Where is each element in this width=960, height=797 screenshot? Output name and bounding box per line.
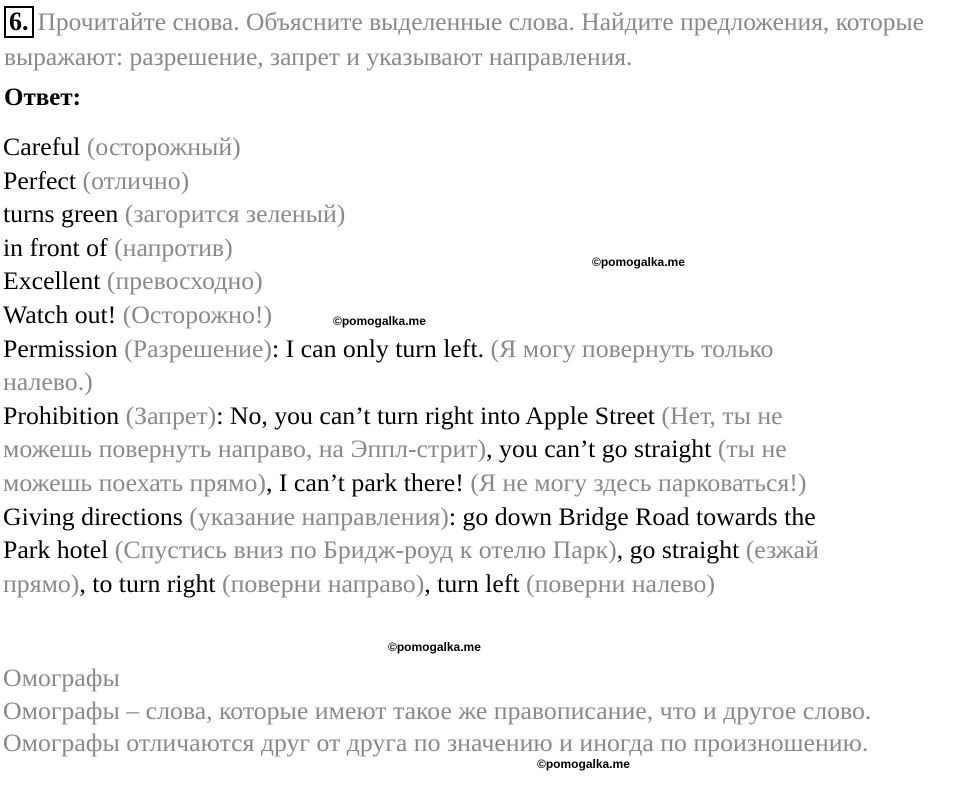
english-text: Careful bbox=[3, 132, 87, 161]
russian-translation: (Разрешение) bbox=[124, 333, 273, 363]
russian-translation: (ты не bbox=[717, 434, 787, 464]
answer-line bbox=[3, 231, 958, 265]
russian-translation: (загорится зеленый) bbox=[124, 199, 346, 229]
answer-line bbox=[3, 332, 958, 366]
answer-line bbox=[3, 264, 958, 298]
english-text: : I can only turn left. bbox=[272, 333, 491, 363]
answer-line bbox=[3, 197, 958, 231]
russian-translation: (осторожный) bbox=[86, 132, 241, 161]
russian-translation: (указание направления) bbox=[189, 501, 449, 531]
russian-translation: прямо) bbox=[3, 568, 80, 598]
russian-translation: (поверни направо) bbox=[221, 568, 425, 598]
english-text: , you can’t go straight bbox=[486, 434, 718, 464]
answer-line bbox=[3, 533, 958, 567]
answer-line bbox=[3, 164, 958, 198]
english-text: Giving directions bbox=[3, 501, 190, 531]
english-text: , I can’t park there! bbox=[265, 467, 471, 497]
english-text: Permission bbox=[3, 333, 125, 363]
english-text: , to turn right bbox=[79, 568, 222, 598]
english-text: Watch out! bbox=[3, 299, 123, 329]
answer-line bbox=[3, 432, 958, 466]
answer-line bbox=[3, 500, 958, 534]
answer-line bbox=[3, 130, 958, 164]
russian-translation: (Осторожно!) bbox=[122, 299, 273, 329]
english-text: , turn left bbox=[424, 568, 527, 598]
english-text: Prohibition bbox=[3, 400, 126, 430]
english-text: in front of bbox=[3, 232, 115, 262]
english-text: turns green bbox=[3, 199, 125, 229]
russian-translation: (Я могу повернуть только bbox=[490, 333, 774, 363]
english-text: : No, you can’t turn right into Apple Street bbox=[216, 400, 662, 430]
russian-translation: можешь повернуть направо, на Эппл-стрит) bbox=[3, 434, 487, 464]
russian-translation: (отлично) bbox=[82, 165, 190, 195]
watermark: ©pomogalka.me bbox=[592, 255, 685, 269]
answer-label: Ответ: bbox=[4, 84, 81, 111]
answer-content bbox=[3, 130, 958, 600]
answer-line bbox=[3, 298, 958, 332]
task-number: 6. bbox=[4, 6, 34, 38]
answer-line bbox=[3, 399, 958, 433]
watermark: ©pomogalka.me bbox=[537, 757, 630, 771]
russian-translation: можешь поехать прямо) bbox=[3, 467, 266, 497]
english-text: Park hotel bbox=[3, 535, 115, 565]
russian-translation: (Спустись вниз по Бридж-роуд к отелю Парк) bbox=[114, 535, 617, 565]
english-text: : go down Bridge Road towards the bbox=[448, 501, 816, 531]
russian-translation: (Нет, ты не bbox=[661, 400, 783, 430]
russian-translation: (езжай bbox=[745, 535, 819, 565]
answer-line bbox=[3, 466, 958, 500]
english-text: , go straight bbox=[616, 535, 746, 565]
russian-translation: (превосходно) bbox=[106, 266, 263, 296]
homographs-text: Омографы – слова, которые имеют такое же правописание, что и другое слово. Омографы отличаются друг от друга по значению и иногда по произношению. bbox=[3, 695, 872, 757]
russian-translation: (поверни налево) bbox=[526, 568, 716, 598]
homographs-section bbox=[3, 662, 958, 760]
english-text: Excellent bbox=[3, 266, 107, 296]
watermark: ©pomogalka.me bbox=[333, 314, 426, 328]
russian-translation: (Запрет) bbox=[125, 400, 217, 430]
task-instruction bbox=[4, 4, 954, 74]
answer-line bbox=[3, 365, 958, 399]
russian-translation: налево.) bbox=[3, 367, 93, 397]
homographs-title: Омографы bbox=[3, 663, 120, 692]
answer-line bbox=[3, 567, 958, 601]
russian-translation: (напротив) bbox=[114, 232, 233, 262]
english-text: Perfect bbox=[3, 165, 83, 195]
task-text: Прочитайте снова. Объясните выделенные слова. Найдите предложения, которые выражают: разрешение, запрет и указывают направления. bbox=[4, 7, 924, 71]
russian-translation: (Я не могу здесь парковаться!) bbox=[470, 467, 807, 497]
watermark: ©pomogalka.me bbox=[388, 640, 481, 654]
